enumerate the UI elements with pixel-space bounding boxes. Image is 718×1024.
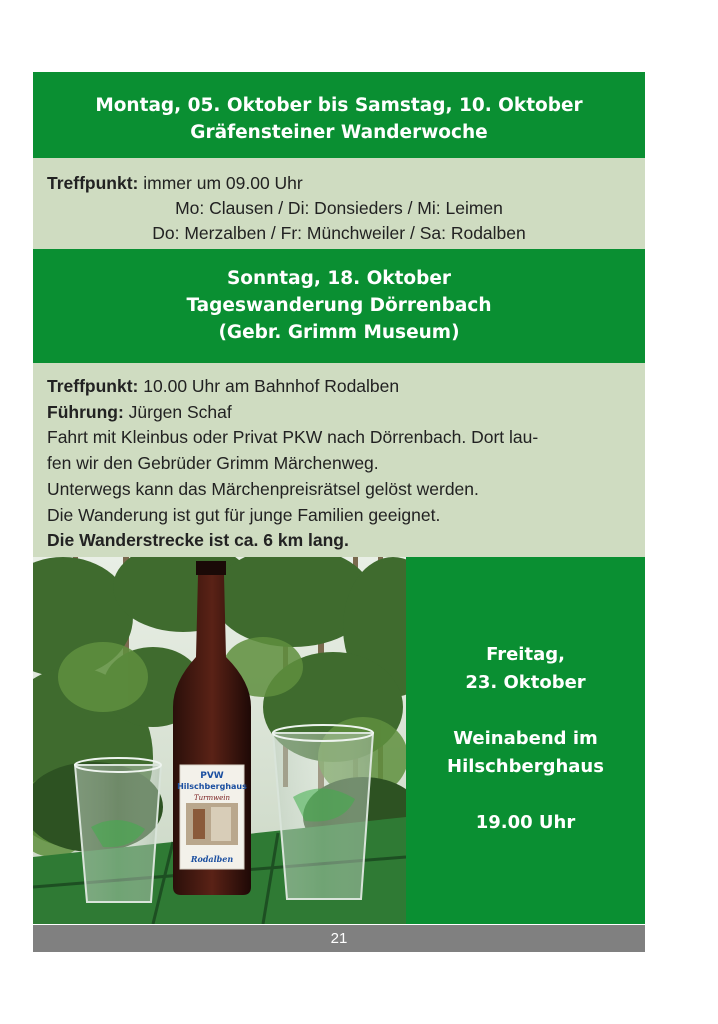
bottle-label-line2: Hilschberghaus: [177, 782, 247, 791]
event3-title-line1: Weinabend im: [453, 728, 598, 749]
event2-distance: Die Wanderstrecke ist ca. 6 km lang.: [47, 530, 349, 551]
event1-title: Gräfensteiner Wanderwoche: [190, 122, 488, 143]
event2-meeting: [47, 374, 631, 400]
event1-schedule-line2: Do: Merzalben / Fr: Münchweiler / Sa: Rodalben: [152, 223, 526, 243]
bottle-label-line4: Rodalben: [190, 854, 234, 864]
event2-meeting-label: Treffpunkt:: [47, 376, 139, 396]
event2-meeting-text: 10.00 Uhr am Bahnhof Rodalben: [138, 376, 400, 396]
event2-subtitle: (Gebr. Grimm Museum): [218, 322, 460, 343]
event1-date: Montag, 05. Oktober bis Samstag, 10. Oktober: [95, 95, 583, 116]
wine-photo-illustration: [33, 557, 406, 924]
event1-header: [33, 72, 645, 158]
event2-desc-line1: Fahrt mit Kleinbus oder Privat PKW nach Dörrenbach. Dort lau-: [47, 427, 539, 448]
event3-panel: [406, 557, 645, 924]
bottle-label-line3: Turmwein: [193, 794, 231, 802]
wine-photo: [33, 557, 406, 924]
page-content: [33, 72, 645, 924]
event3-day: Freitag,: [486, 644, 565, 665]
event2-guide-label: Führung:: [47, 401, 124, 422]
event1-meeting-label: Treffpunkt:: [47, 173, 139, 193]
event2-guide: [47, 400, 631, 426]
event3-time: 19.00 Uhr: [475, 812, 576, 833]
event2-details: [33, 363, 645, 557]
event3-date: 23. Oktober: [465, 672, 586, 693]
event2-title: Tageswanderung Dörrenbach: [186, 295, 492, 316]
photo-row: [33, 557, 645, 924]
event2-desc-line2: fen wir den Gebrüder Grimm Märchenweg.: [47, 453, 379, 474]
page-footer: [33, 925, 645, 952]
event2-desc-line4: Die Wanderung ist gut für junge Familien geeignet.: [47, 504, 441, 525]
event2-date: Sonntag, 18. Oktober: [226, 268, 452, 289]
page-number: 21: [330, 930, 348, 947]
event1-meeting: [47, 171, 631, 196]
bottle-label-line1: PVW: [200, 771, 224, 781]
event2-guide-text: Jürgen Schaf: [123, 401, 232, 422]
event1-schedule-line1: Mo: Clausen / Di: Donsieders / Mi: Leimen: [175, 198, 503, 218]
event1-meeting-text: immer um 09.00 Uhr: [138, 173, 303, 193]
event2-header: [33, 249, 645, 363]
event1-details: [33, 158, 645, 249]
event2-desc-line3: Unterwegs kann das Märchenpreisrätsel gelöst werden.: [47, 478, 479, 499]
event3-title-line2: Hilschberghaus: [447, 756, 604, 777]
